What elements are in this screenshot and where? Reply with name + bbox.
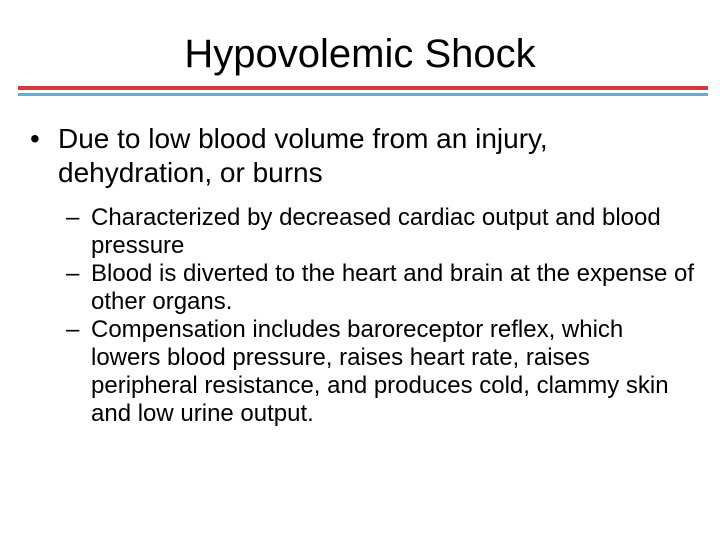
sub-bullet-item [66,204,696,260]
sub-bullet-marker: – [66,260,80,287]
main-bullet-text: Due to low blood volume from an injury, dehydration, or burns [58,123,548,188]
sub-bullet-text: Characterized by decreased cardiac output and blood pressure [91,204,661,259]
sub-bullet-marker: – [66,316,80,343]
sub-bullet-item [66,260,696,316]
bullet-marker: • [30,123,40,154]
main-bullet [30,122,690,190]
sub-bullet-list [66,204,696,428]
sub-bullet-marker: – [66,204,80,231]
title-divider-red [18,86,708,90]
sub-bullet-item [66,316,696,428]
sub-bullet-text: Blood is diverted to the heart and brain at the expense of other organs. [91,260,695,315]
sub-bullet-text: Compensation includes baroreceptor reflex, which lowers blood pressure, raises heart rate, raises peripheral resistance, and produces cold, clammy skin and low urine output. [91,316,669,427]
slide-title: Hypovolemic Shock [184,32,536,76]
title-divider-blue [18,93,708,96]
